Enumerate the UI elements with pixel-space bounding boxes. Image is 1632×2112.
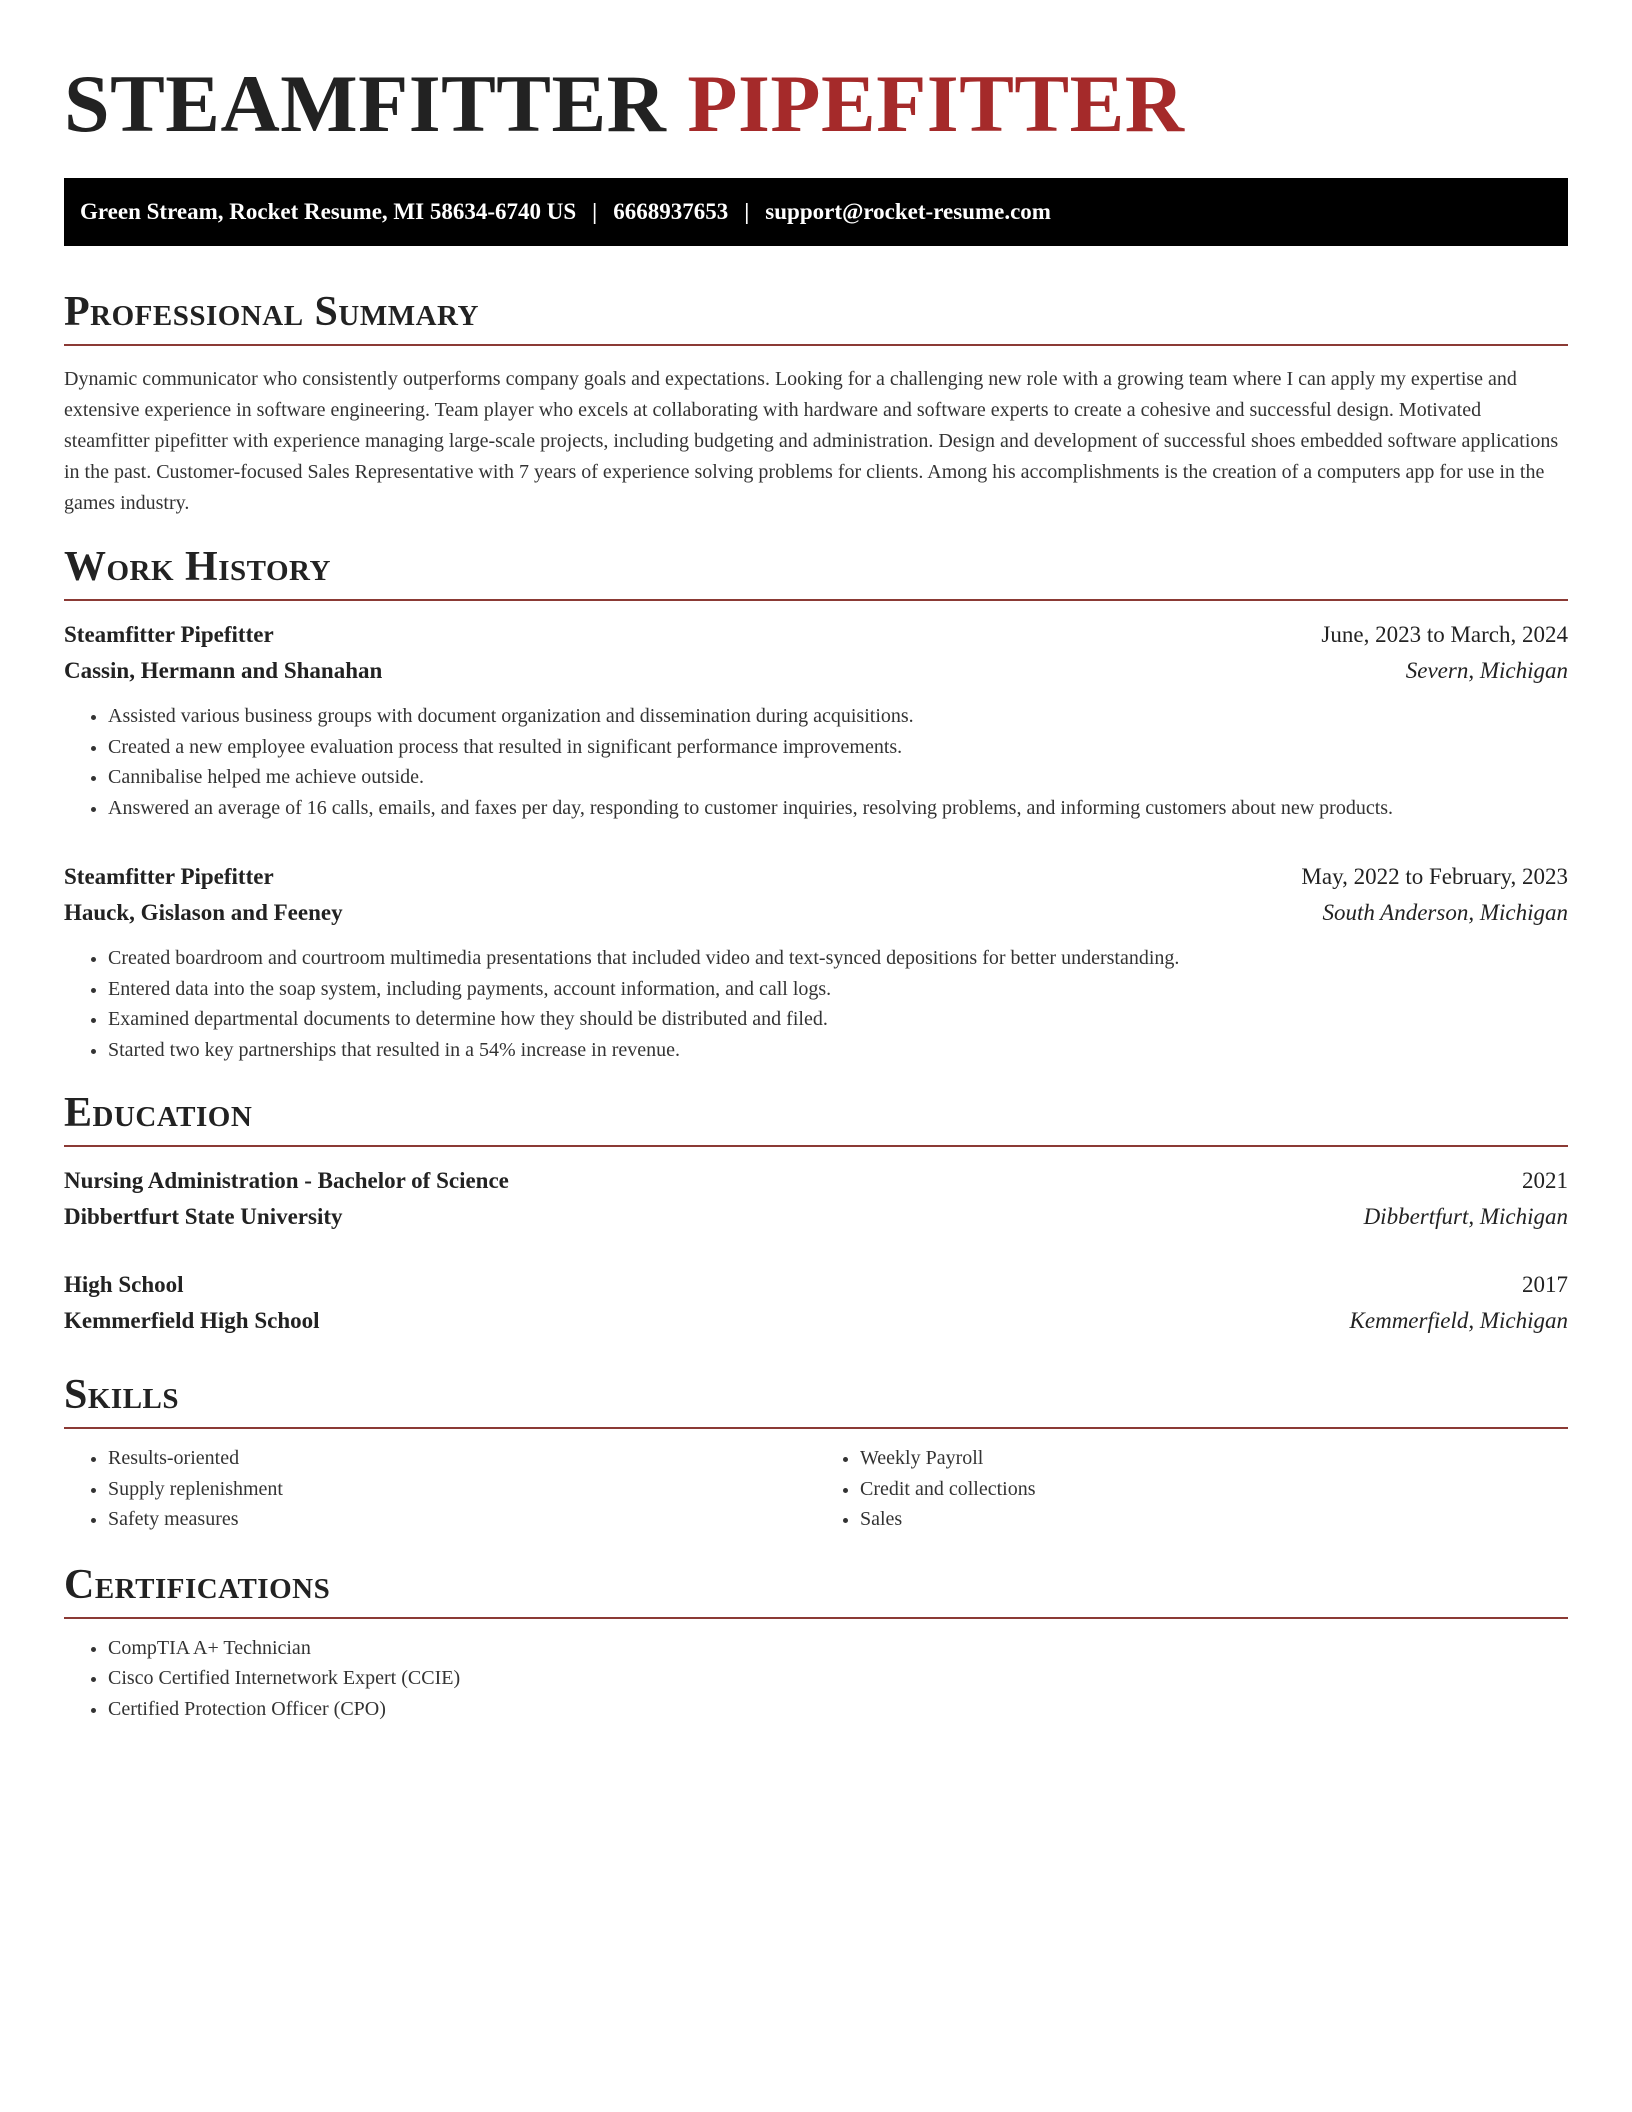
job-bullet: • Started two key partnerships that resulted in a 54% increase in revenue. [108,1035,1568,1066]
skill-item: • Safety measures [108,1504,816,1535]
section-heading-work-history: Work History [64,544,331,590]
job-title: Steamfitter Pipefitter [64,622,274,647]
contact-email: support@rocket-resume.com [765,199,1051,224]
section-divider [64,599,1568,601]
certifications-section [64,1559,1568,1725]
job-header-row [64,617,1568,653]
job-bullet: • Answered an average of 16 calls, emails, and faxes per day, responding to customer inquiries, resolving problems, and informing customers about new products. [108,793,1568,824]
job-header-row [64,859,1568,895]
contact-bar [64,178,1568,246]
job-company: Hauck, Gislason and Feeney [64,900,343,925]
section-divider [64,1617,1568,1619]
education-entry [64,1267,1568,1339]
certification-item: • Cisco Certified Internetwork Expert (CCIE) [108,1663,1568,1694]
contact-phone: 6668937653 [613,199,729,224]
job-bullet: • Assisted various business groups with document organization and dissemination during acquisitions. [108,701,1568,732]
job-bullet: • Cannibalise helped me achieve outside. [108,762,1568,793]
skills-grid [64,1429,1568,1535]
summary-text: Dynamic communicator who consistently outperforms company goals and expectations. Looking for a challenging new role with a growing team where I can apply my expertise and extensive experience in software engineering. Team player who excels at collaborating with hardware and software experts to create a cohesive and successful design. Motivated steamfitter pipefitter with experience managing large-scale projects, including budgeting and administration. Design and development of successful shoes embedded software applications in the past. Customer-focused Sales Representative with 7 years of experience solving problems for clients. Among his accomplishments is the creation of a computers app for use in the games industry. [64,368,1559,514]
education-degree: Nursing Administration - Bachelor of Science [64,1168,509,1193]
skill-item: • Results-oriented [108,1443,816,1474]
contact-separator: | [592,199,598,224]
education-header-row [64,1267,1568,1303]
section-divider [64,344,1568,346]
skills-column-right [816,1429,1568,1535]
skills-section [64,1369,1568,1535]
job-dates: May, 2022 to February, 2023 [1301,864,1568,889]
contact-separator: | [744,199,750,224]
education-location: Dibbertfurt, Michigan [1363,1204,1568,1229]
job-location: Severn, Michigan [1405,658,1568,683]
education-year: 2021 [1522,1168,1568,1193]
education-school: Dibbertfurt State University [64,1204,343,1229]
job-location: South Anderson, Michigan [1322,900,1568,925]
last-name: PIPEFITTER [687,58,1185,149]
job-company-row [64,653,1568,689]
job-bullet: • Entered data into the soap system, including payments, account information, and call logs. [108,974,1568,1005]
education-location: Kemmerfield, Michigan [1349,1308,1568,1333]
job-bullet: • Created a new employee evaluation process that resulted in significant performance improvements. [108,732,1568,763]
resume-name [64,0,1568,154]
certification-item: • CompTIA A+ Technician [108,1633,1568,1664]
contact-address: Green Stream, Rocket Resume, MI 58634-6740 US [80,199,577,224]
certification-item: • Certified Protection Officer (CPO) [108,1694,1568,1725]
summary-section [64,286,1568,519]
skills-list [64,1443,816,1535]
job-entry [64,859,1568,1065]
job-dates: June, 2023 to March, 2024 [1321,622,1568,647]
education-section [64,1087,1568,1339]
job-bullet: • Created boardroom and courtroom multimedia presentations that included video and text-synced depositions for better understanding. [108,943,1568,974]
job-title: Steamfitter Pipefitter [64,864,274,889]
education-school: Kemmerfield High School [64,1308,320,1333]
skill-item: • Weekly Payroll [860,1443,1568,1474]
education-header-row [64,1163,1568,1199]
education-school-row [64,1199,1568,1235]
education-degree: High School [64,1272,184,1297]
section-divider [64,1145,1568,1147]
job-entry [64,617,1568,823]
education-year: 2017 [1522,1272,1568,1297]
job-bullet: • Examined departmental documents to determine how they should be distributed and filed. [108,1004,1568,1035]
section-heading-certifications: Certifications [64,1561,331,1608]
skill-item: • Credit and collections [860,1474,1568,1505]
education-entry [64,1163,1568,1235]
section-heading-education: Education [64,1090,253,1136]
job-bullets [64,943,1568,1065]
job-bullets [64,701,1568,823]
skills-column-left [64,1429,816,1535]
certifications-list [64,1633,1568,1725]
job-company-row [64,895,1568,931]
first-name: STEAMFITTER [64,58,667,149]
job-company: Cassin, Hermann and Shanahan [64,658,383,683]
skills-list [816,1443,1568,1535]
education-school-row [64,1303,1568,1339]
skill-item: • Sales [860,1504,1568,1535]
section-heading-skills: Skills [64,1372,180,1418]
section-heading-summary: Professional Summary [64,289,479,335]
skill-item: • Supply replenishment [108,1474,816,1505]
work-history-section [64,541,1568,1065]
